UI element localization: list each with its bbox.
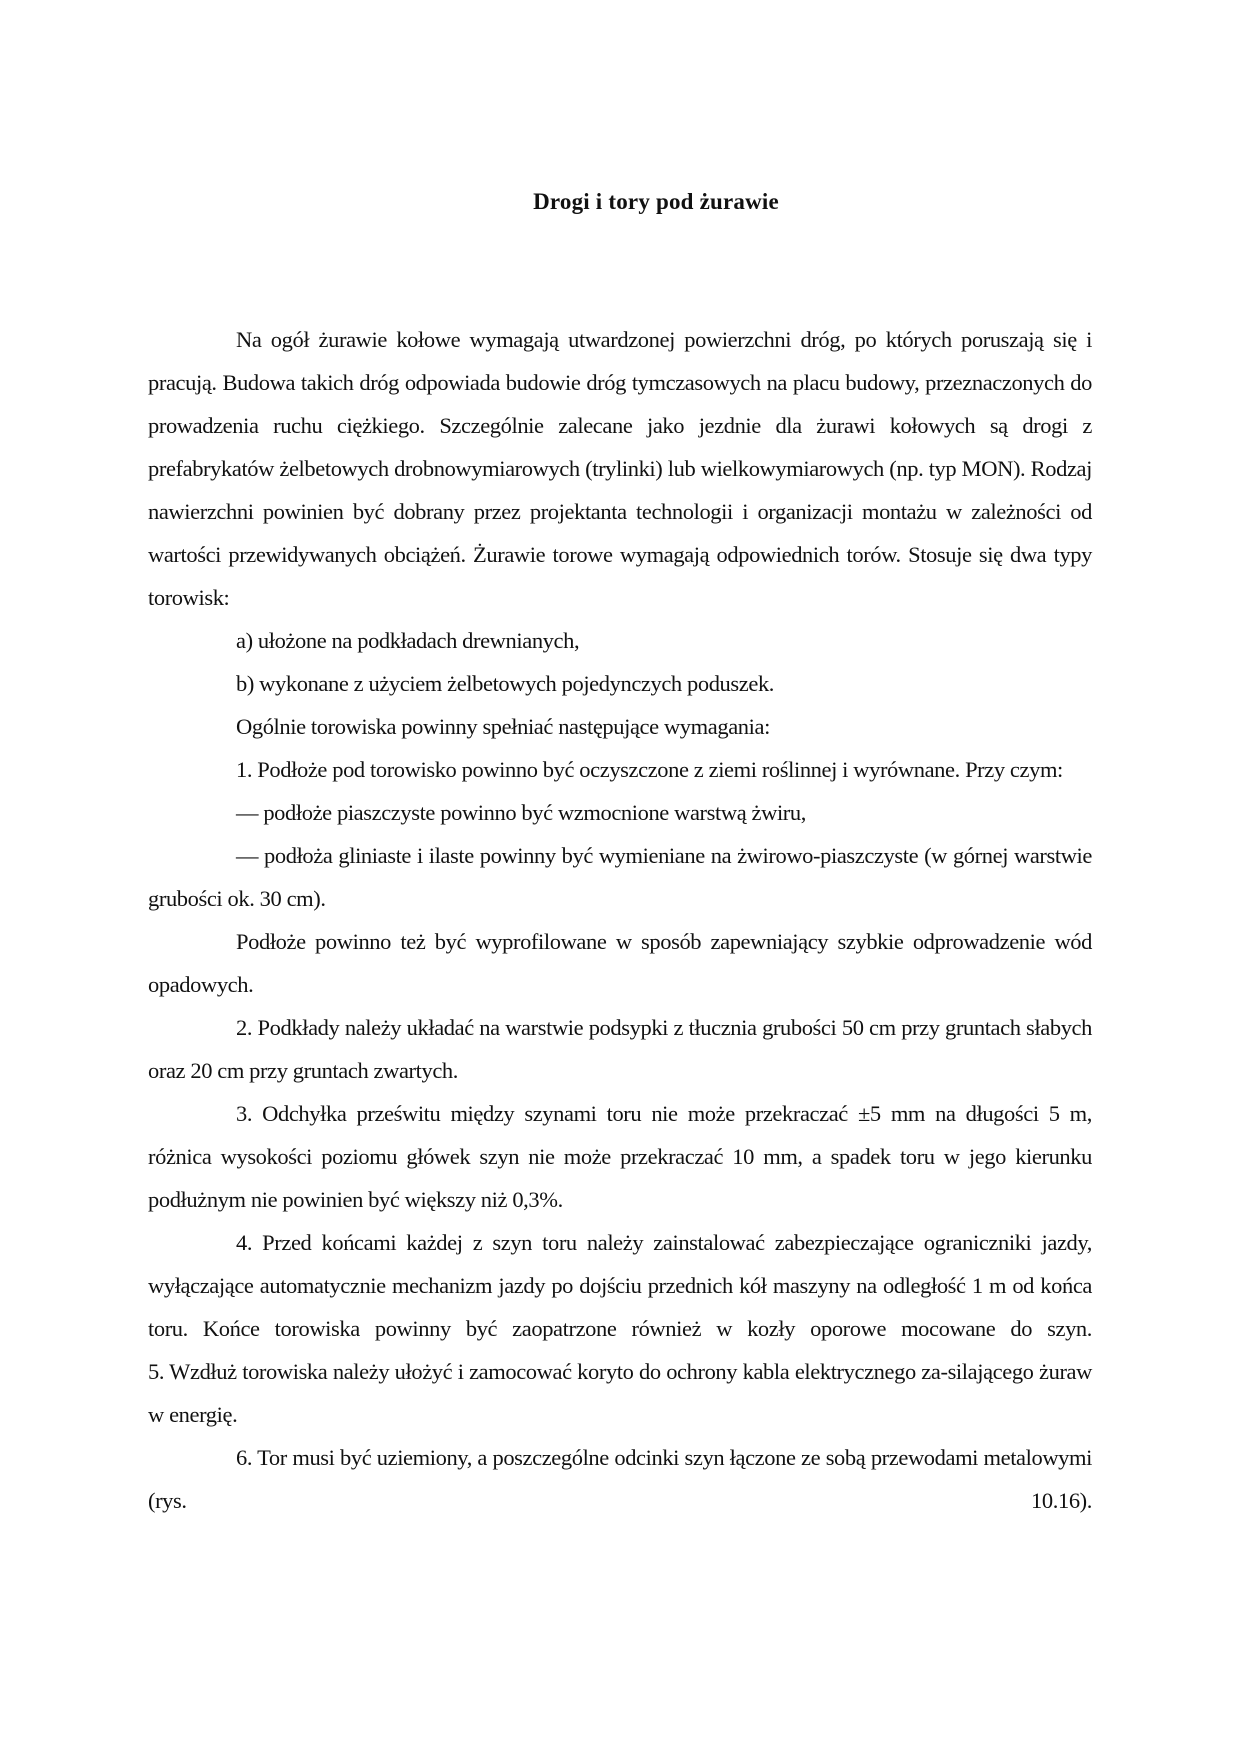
paragraph-intro: Na ogół żurawie kołowe wymagają utwardzonej powierzchni dróg, po których poruszają się i pracują. Budowa takich dróg odpowiada budowie dróg tymczasowych na placu budowy, przeznaczonych do prowadzenia ruchu ciężkiego. Szczególnie zalecane jako jezdnie dla żurawi kołowych są drogi z prefabrykatów żelbetowych drobnowymiarowych (trylinki) lub wielkowymiarowych (np. typ MON). Rodzaj nawierzchni powinien być dobrany przez projektanta technologii i organizacji montażu w zależności od wartości przewidywanych obciążeń. Żurawie torowe wymagają odpowiednich torów. Stosuje się dwa typy torowisk: [148,327,1092,610]
requirement-1-dash-2: — podłoża gliniaste i ilaste powinny być wymieniane na żwirowo-piaszczyste (w górnej warstwie grubości ok. 30 cm). [148,843,1092,911]
list-item-type-b: b) wykonane z użyciem żelbetowych pojedynczych poduszek. [236,671,775,696]
requirement-1-dash-1: — podłoże piaszczyste powinno być wzmocnione warstwą żwiru, [236,800,806,825]
requirement-1: 1. Podłoże pod torowisko powinno być oczyszczone z ziemi roślinnej i wyrównane. Przy czym: [236,757,1063,782]
list-item-type-a: a) ułożone na podkładach drewnianych, [236,628,580,653]
requirement-5: 5. Wzdłuż torowiska należy ułożyć i zamocować koryto do ochrony kabla elektrycznego za-silającego żuraw w energię. [148,1359,1092,1427]
document-title: Drogi i tory pod żurawie [533,189,779,214]
requirement-6: 6. Tor musi być uziemiony, a poszczególne odcinki szyn łączone ze sobą przewodami metalowymi (rys. 10.16). [148,1445,1092,1513]
paragraph-requirements-intro: Ogólnie torowiska powinny spełniać następujące wymagania: [236,714,770,739]
requirement-2: 2. Podkłady należy układać na warstwie podsypki z tłucznia grubości 50 cm przy gruntach słabych oraz 20 cm przy gruntach zwartych. [148,1015,1092,1083]
requirement-1-profile: Podłoże powinno też być wyprofilowane w sposób zapewniający szybkie odprowadzenie wód opadowych. [148,929,1092,997]
requirement-4: 4. Przed końcami każdej z szyn toru należy zainstalować zabezpieczające ograniczniki jazdy, wyłączające automatycznie mechanizm jazdy po dojściu przednich kół maszyny na odległość 1 m od końca toru. Końce torowiska powinny być zaopatrzone również w kozły oporowe mocowane do szyn. [148,1230,1092,1341]
requirement-3: 3. Odchyłka prześwitu między szynami toru nie może przekraczać ±5 mm na długości 5 m, różnica wysokości poziomu główek szyn nie może przekraczać 10 mm, a spadek toru w jego kierunku podłużnym nie powinien być większy niż 0,3%. [148,1101,1092,1212]
document-body [148,318,1092,1522]
